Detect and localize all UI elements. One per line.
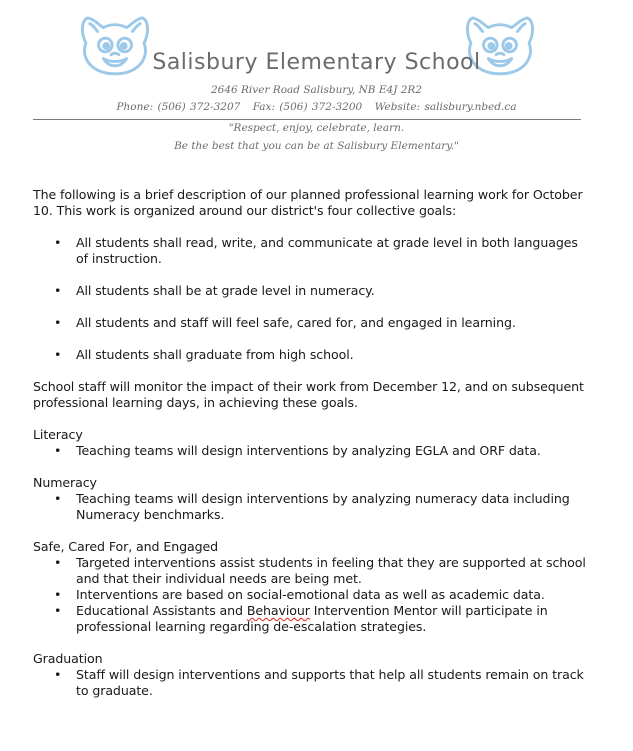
phone-number: Phone: (506) 372-3207 (116, 101, 241, 113)
section-items (33, 443, 593, 459)
website: Website: salisbury.nbed.ca (374, 101, 517, 113)
section-numeracy (33, 475, 593, 523)
section-title: Graduation (33, 651, 103, 666)
goal-item: • All students shall be at grade level in numeracy. (33, 283, 593, 299)
list-item: • Interventions are based on social-emotional data as well as academic data. (33, 587, 593, 603)
motto-line-2: Be the best that you can be at Salisbury Elementary." (174, 140, 459, 152)
district-goals-list (33, 235, 593, 363)
school-address: 2646 River Road Salisbury, NB E4J 2R2 (210, 84, 423, 96)
section-items (33, 555, 593, 635)
fax-number: Fax: (506) 372-3200 (252, 101, 363, 113)
list-item: • Staff will design interventions and supports that help all students remain on track to graduate. (33, 667, 593, 699)
section-literacy (33, 427, 593, 459)
contact-line (0, 101, 633, 113)
document-body (33, 187, 593, 715)
section-title: Safe, Cared For, and Engaged (33, 539, 219, 554)
spellcheck-flagged-word[interactable]: Behaviour (246, 603, 310, 618)
item-text: Educational Assistants and (76, 603, 247, 618)
goal-item: • All students shall graduate from high school. (33, 347, 593, 363)
list-item: • Targeted interventions assist students in feeling that they are supported at school and that their individual needs are being met. (33, 555, 593, 587)
section-items (33, 491, 593, 523)
letterhead (0, 0, 633, 160)
list-item (33, 603, 593, 635)
intro-paragraph: The following is a brief description of our planned professional learning work for October 10. This work is organized around our district's four collective goals: (33, 187, 583, 218)
section-items (33, 667, 593, 699)
goal-item: • All students and staff will feel safe, cared for, and engaged in learning. (33, 315, 593, 331)
letterhead-divider (33, 119, 581, 120)
section-graduation (33, 651, 593, 699)
motto-line-1: "Respect, enjoy, celebrate, learn. (228, 122, 405, 134)
list-item: • Teaching teams will design interventions by analyzing numeracy data including Numeracy benchmarks. (33, 491, 593, 523)
monitor-paragraph: School staff will monitor the impact of their work from December 12, and on subsequent professional learning days, in achieving these goals. (33, 379, 584, 410)
item-text: Intervention Mentor will participate in professional learning regarding de-escalation strategies. (76, 603, 548, 634)
section-title: Literacy (33, 427, 83, 442)
list-item: • Teaching teams will design interventions by analyzing EGLA and ORF data. (33, 443, 593, 459)
school-name: Salisbury Elementary School (152, 50, 481, 75)
section-safe-cared-engaged (33, 539, 593, 635)
section-title: Numeracy (33, 475, 97, 490)
goal-item: • All students shall read, write, and communicate at grade level in both languages of instruction. (33, 235, 593, 267)
